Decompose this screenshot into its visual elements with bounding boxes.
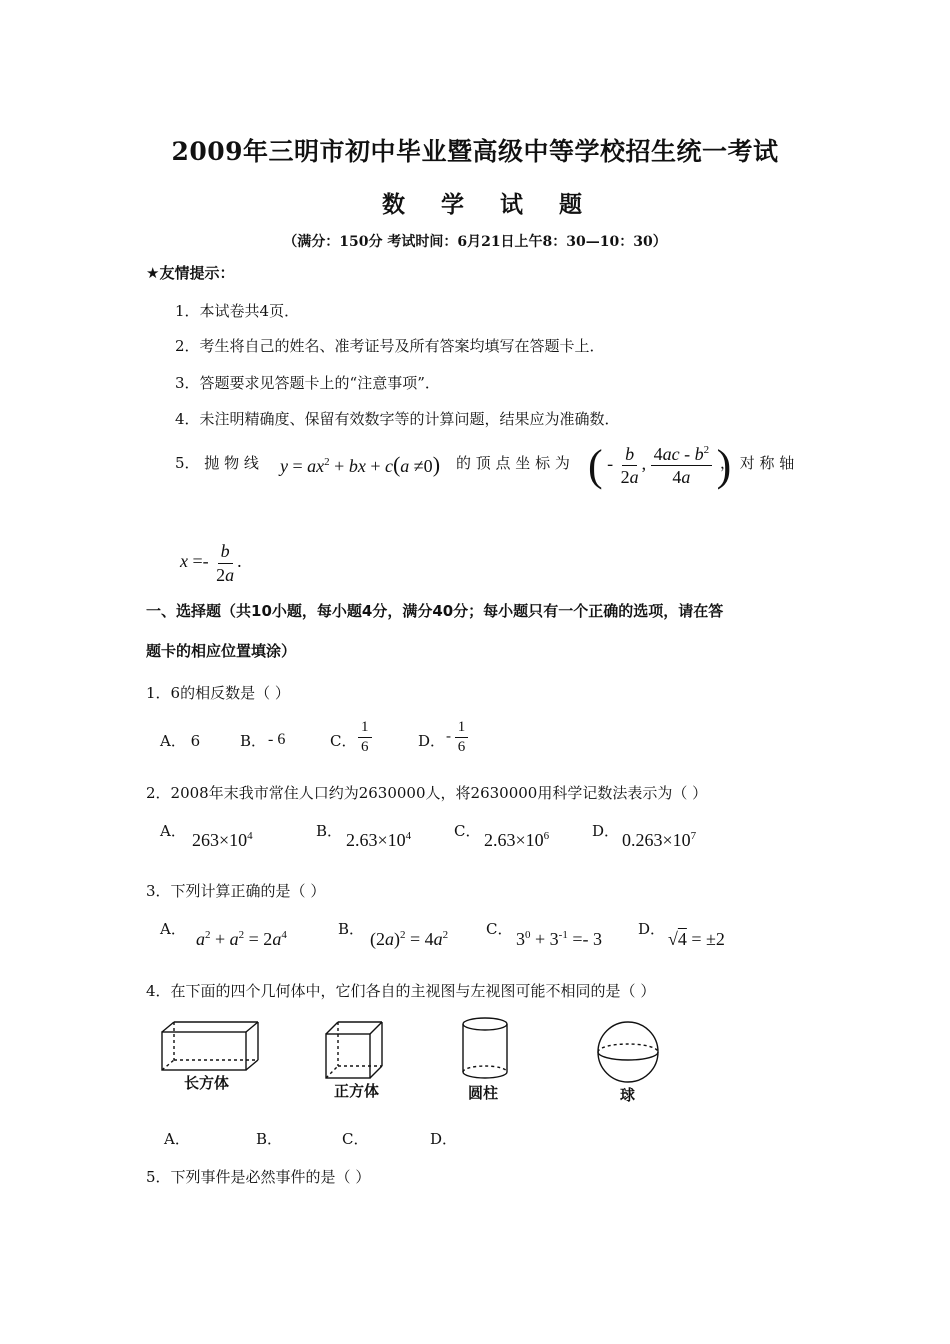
shape-label-cylinder: 圆柱 (468, 1084, 499, 1102)
tip-item-1: 1．本试卷共4页． (175, 302, 300, 320)
q1-option-c-value: $\frac{1}{6}$ (358, 718, 372, 757)
q1-option-b-value: - 6 (268, 731, 286, 748)
solids-figure (150, 1012, 690, 1112)
question-2: 2．2008年末我市常住人口约为2630000人，将2630000用科学记数法表示为（ ） (146, 784, 708, 802)
question-5: 5．下列事件是必然事件的是（ ） (146, 1168, 371, 1186)
q3-option-b-value: $(2a)^2 = 4a^2$ (370, 929, 449, 949)
question-4: 4．在下面的四个几何体中，它们各自的主视图与左视图可能不相同的是（ ） (146, 982, 656, 1000)
tip-item-5-prefix: 5． 抛 物 线 (175, 454, 259, 472)
q3-option-a-label: A． (160, 920, 186, 938)
q2-option-a-label: A． (160, 822, 186, 840)
q3-option-d-label: D． (638, 920, 666, 938)
cube-drawing (326, 1022, 382, 1078)
q4-option-c: C． (342, 1130, 369, 1148)
q2-option-c-label: C． (454, 822, 481, 840)
q4-option-d: D． (430, 1130, 458, 1148)
tip-item-2: 2．考生将自己的姓名、准考证号及所有答案均填写在答题卡上． (175, 337, 605, 355)
tip-item-3: 3．答题要求见答题卡上的“注意事项”． (175, 374, 440, 392)
exam-title: 2009年三明市初中毕业暨高级中等学校招生统一考试 (171, 137, 779, 166)
shape-label-cuboid: 长方体 (184, 1074, 230, 1092)
q3-option-c-label: C． (486, 920, 513, 938)
q2-option-b-value: $2.63\times 10^4$ (346, 830, 412, 850)
q1-option-d-label: D． (418, 732, 446, 750)
cylinder-drawing (463, 1018, 507, 1078)
q1-option-d-value: - $\frac{1}{6}$ (446, 718, 468, 757)
q2-option-a-value: $263\times 10^4$ (192, 830, 253, 850)
tips-heading: ★友情提示： (146, 264, 235, 282)
tip-item-5-mid: 的 顶 点 坐 标 为 (456, 454, 570, 472)
axis-formula: x =- $\frac{b}{2a}$ . (180, 541, 242, 585)
sphere-drawing (598, 1022, 658, 1082)
q1-option-a: A． 6 (160, 732, 201, 750)
shape-label-sphere: 球 (620, 1086, 636, 1104)
vertex-formula: ( - $\frac{b}{2a}$ , $\frac{4ac - b^2}{4a}$ ) (588, 441, 732, 490)
q4-option-b: B． (256, 1130, 283, 1148)
q3-option-d-value: √4 = ±2 (668, 929, 725, 949)
q2-option-c-value: $2.63\times 10^6$ (484, 830, 550, 850)
question-1: 1．6的相反数是（ ） (146, 684, 290, 702)
q2-option-b-label: B． (316, 822, 343, 840)
q3-option-a-value: $a^2 + a^2 = 2a^4$ (196, 929, 287, 949)
section-1-line-2: 题卡的相应位置填涂） (146, 642, 297, 660)
tip-item-5-suffix: ， 对 称 轴 (720, 454, 795, 472)
q2-option-d-label: D． (592, 822, 620, 840)
q4-option-a: A． (164, 1130, 190, 1148)
tip-item-4: 4．未注明精确度、保留有效数字等的计算问题，结果应为准确数． (175, 410, 620, 428)
cuboid-drawing (162, 1022, 258, 1070)
parabola-formula: $y = ax^2$ + bx + c(a ≠0) (280, 452, 441, 477)
q2-option-d-value: $0.263\times 10^7$ (622, 830, 697, 850)
q1-option-b-label: B． (240, 732, 267, 750)
exam-subtitle: 数 学 试 题 (381, 191, 597, 218)
shape-label-cube: 正方体 (334, 1082, 380, 1100)
question-3: 3．下列计算正确的是（ ） (146, 882, 326, 900)
section-1-line-1: 一、选择题（共10小题，每小题4分，满分40分；每小题只有一个正确的选项，请在答 (146, 602, 724, 620)
q3-option-b-label: B． (338, 920, 365, 938)
q1-option-c-label: C． (330, 732, 357, 750)
q3-option-c-value: $3^0 + 3^{-1} =- 3$ (516, 929, 602, 949)
exam-info: （满分：150分 考试时间：6月21日上午8：30—10：30） (283, 234, 667, 250)
